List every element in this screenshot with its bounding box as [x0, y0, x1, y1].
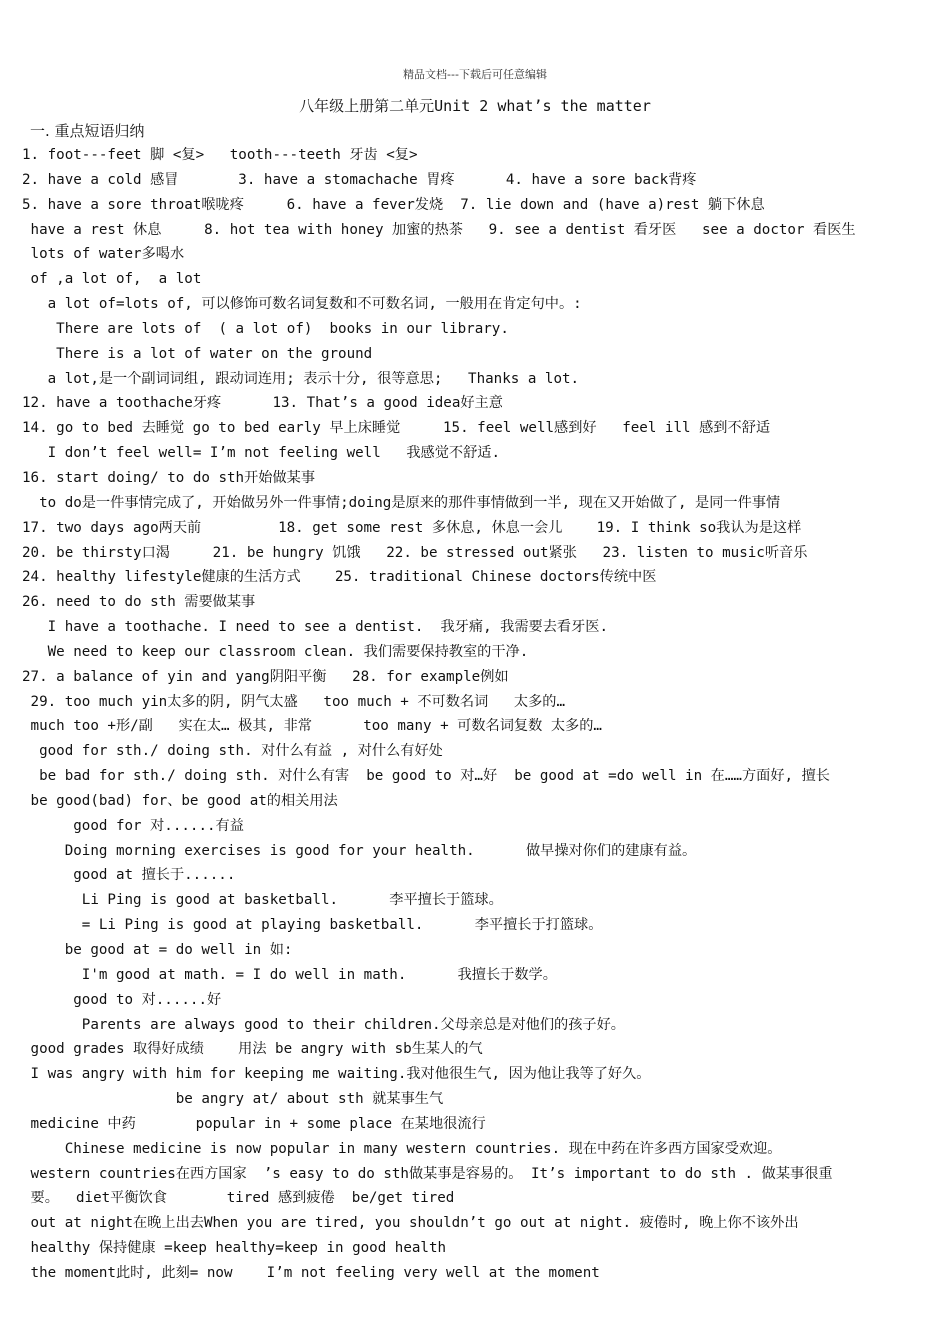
text-line: be angry at/ about sth 就某事生气 — [22, 1091, 444, 1108]
text-line: We need to keep our classroom clean. 我们需要保持教室的干净. — [22, 643, 529, 660]
document-body — [0, 143, 950, 1286]
text-line: good for 对......有益 — [22, 817, 244, 834]
text-line: be bad for sth./ doing sth. 对什么有害 be good to 对…好 be good at =do well in 在……方面好, 擅长 — [22, 768, 830, 785]
text-line: of ,a lot of, a lot — [22, 271, 202, 288]
text-line: good at 擅长于...... — [22, 867, 236, 884]
text-line: 24. healthy lifestyle健康的生活方式 25. traditional Chinese doctors传统中医 — [22, 569, 657, 586]
text-line: I have a toothache. I need to see a dentist. 我牙痛, 我需要去看牙医. — [22, 619, 609, 636]
text-line: a lot of=lots of, 可以修饰可数名词复数和不可数名词, 一般用在肯定句中。: — [22, 296, 582, 313]
text-line: 17. two days ago两天前 18. get some rest 多休息, 休息一会儿 19. I think so我认为是这样 — [22, 519, 802, 536]
text-line: 27. a balance of yin and yang阴阳平衡 28. for example例如 — [22, 668, 509, 685]
header-note: 精品文档---下载后可任意编辑 — [403, 68, 547, 81]
text-line: be good at = do well in 如: — [22, 942, 293, 958]
text-line: the moment此时, 此刻= now I’m not feeling very well at the moment — [22, 1264, 600, 1281]
text-line: 20. be thirsty口渴 21. be hungry 饥饿 22. be stressed out紧张 23. listen to music听音乐 — [22, 544, 808, 561]
text-line: western countries在西方国家 ’s easy to do sth做某事是容易的。 It’s important to do sth . 做某事很重 — [22, 1165, 833, 1182]
text-line: out at night在晚上出去When you are tired, you shouldn’t go out at night. 疲倦时, 晚上你不该外出 — [22, 1215, 799, 1232]
text-line: 要。 diet平衡饮食 tired 感到疲倦 be/get tired — [22, 1190, 455, 1207]
text-line: 5. have a sore throat喉咙疼 6. have a fever发烧 7. lie down and (have a)rest 躺下休息 — [22, 196, 765, 213]
text-line: Chinese medicine is now popular in many western countries. 现在中药在许多西方国家受欢迎。 — [22, 1140, 782, 1157]
text-line: I don’t feel well= I’m not feeling well 我感觉不舒适. — [22, 445, 501, 462]
text-line: 16. start doing/ to do sth开始做某事 — [22, 469, 316, 486]
text-line: 12. have a toothache牙疼 13. That’s a good idea好主意 — [22, 395, 503, 412]
text-line: 14. go to bed 去睡觉 go to bed early 早上床睡觉 15. feel well感到好 feel ill 感到不舒适 — [22, 420, 771, 437]
text-line: be good(bad) for、be good at的相关用法 — [22, 792, 338, 809]
text-line: medicine 中药 popular in + some place 在某地很流行 — [22, 1115, 486, 1132]
text-line: Parents are always good to their children.父母亲总是对他们的孩子好。 — [22, 1016, 625, 1033]
text-line: 29. too much yin太多的阴, 阴气太盛 too much + 不可数名词 太多的… — [22, 693, 566, 710]
text-line: 1. foot---feet 脚 <复> tooth---teeth 牙齿 <复> — [22, 147, 418, 163]
text-line: good for sth./ doing sth. 对什么有益 , 对什么有好处 — [22, 743, 443, 760]
text-line: Doing morning exercises is good for your health. 做早操对你们的建康有益。 — [22, 842, 697, 859]
text-line: lots of water多喝水 — [22, 246, 185, 263]
text-line: I'm good at math. = I do well in math. 我擅长于数学。 — [22, 966, 557, 983]
text-line: There are lots of ( a lot of) books in our library. — [22, 320, 509, 337]
text-line: healthy 保持健康 =keep healthy=keep in good health — [22, 1240, 447, 1257]
text-line: There is a lot of water on the ground — [22, 345, 373, 362]
text-line: good to 对......好 — [22, 991, 222, 1008]
text-line: Li Ping is good at basketball. 李平擅长于篮球。 — [22, 892, 503, 909]
section-heading: 一. 重点短语归纳 — [30, 122, 145, 140]
text-line: 2. have a cold 感冒 3. have a stomachache 胃疼 4. have a sore back背疼 — [22, 171, 697, 188]
text-line: I was angry with him for keeping me waiting.我对他很生气, 因为他让我等了好久。 — [22, 1066, 651, 1083]
text-line: 26. need to do sth 需要做某事 — [22, 594, 256, 611]
text-line: have a rest 休息 8. hot tea with honey 加蜜的热茶 9. see a dentist 看牙医 see a doctor 看医生 — [22, 221, 856, 238]
document-title: 八年级上册第二单元Unit 2 what’s the matter — [299, 97, 651, 115]
text-line: much too +形/副 实在太… 极其, 非常 too many + 可数名词复数 太多的… — [22, 718, 602, 735]
text-line: good grades 取得好成绩 用法 be angry with sb生某人的气 — [22, 1041, 483, 1058]
text-line: to do是一件事情完成了, 开始做另外一件事情;doing是原来的那件事情做到一半, 现在又开始做了, 是同一件事情 — [22, 494, 781, 511]
text-line: a lot,是一个副词词组, 跟动词连用; 表示十分, 很等意思; Thanks a lot. — [22, 370, 580, 387]
text-line: = Li Ping is good at playing basketball. 李平擅长于打篮球。 — [22, 917, 603, 934]
